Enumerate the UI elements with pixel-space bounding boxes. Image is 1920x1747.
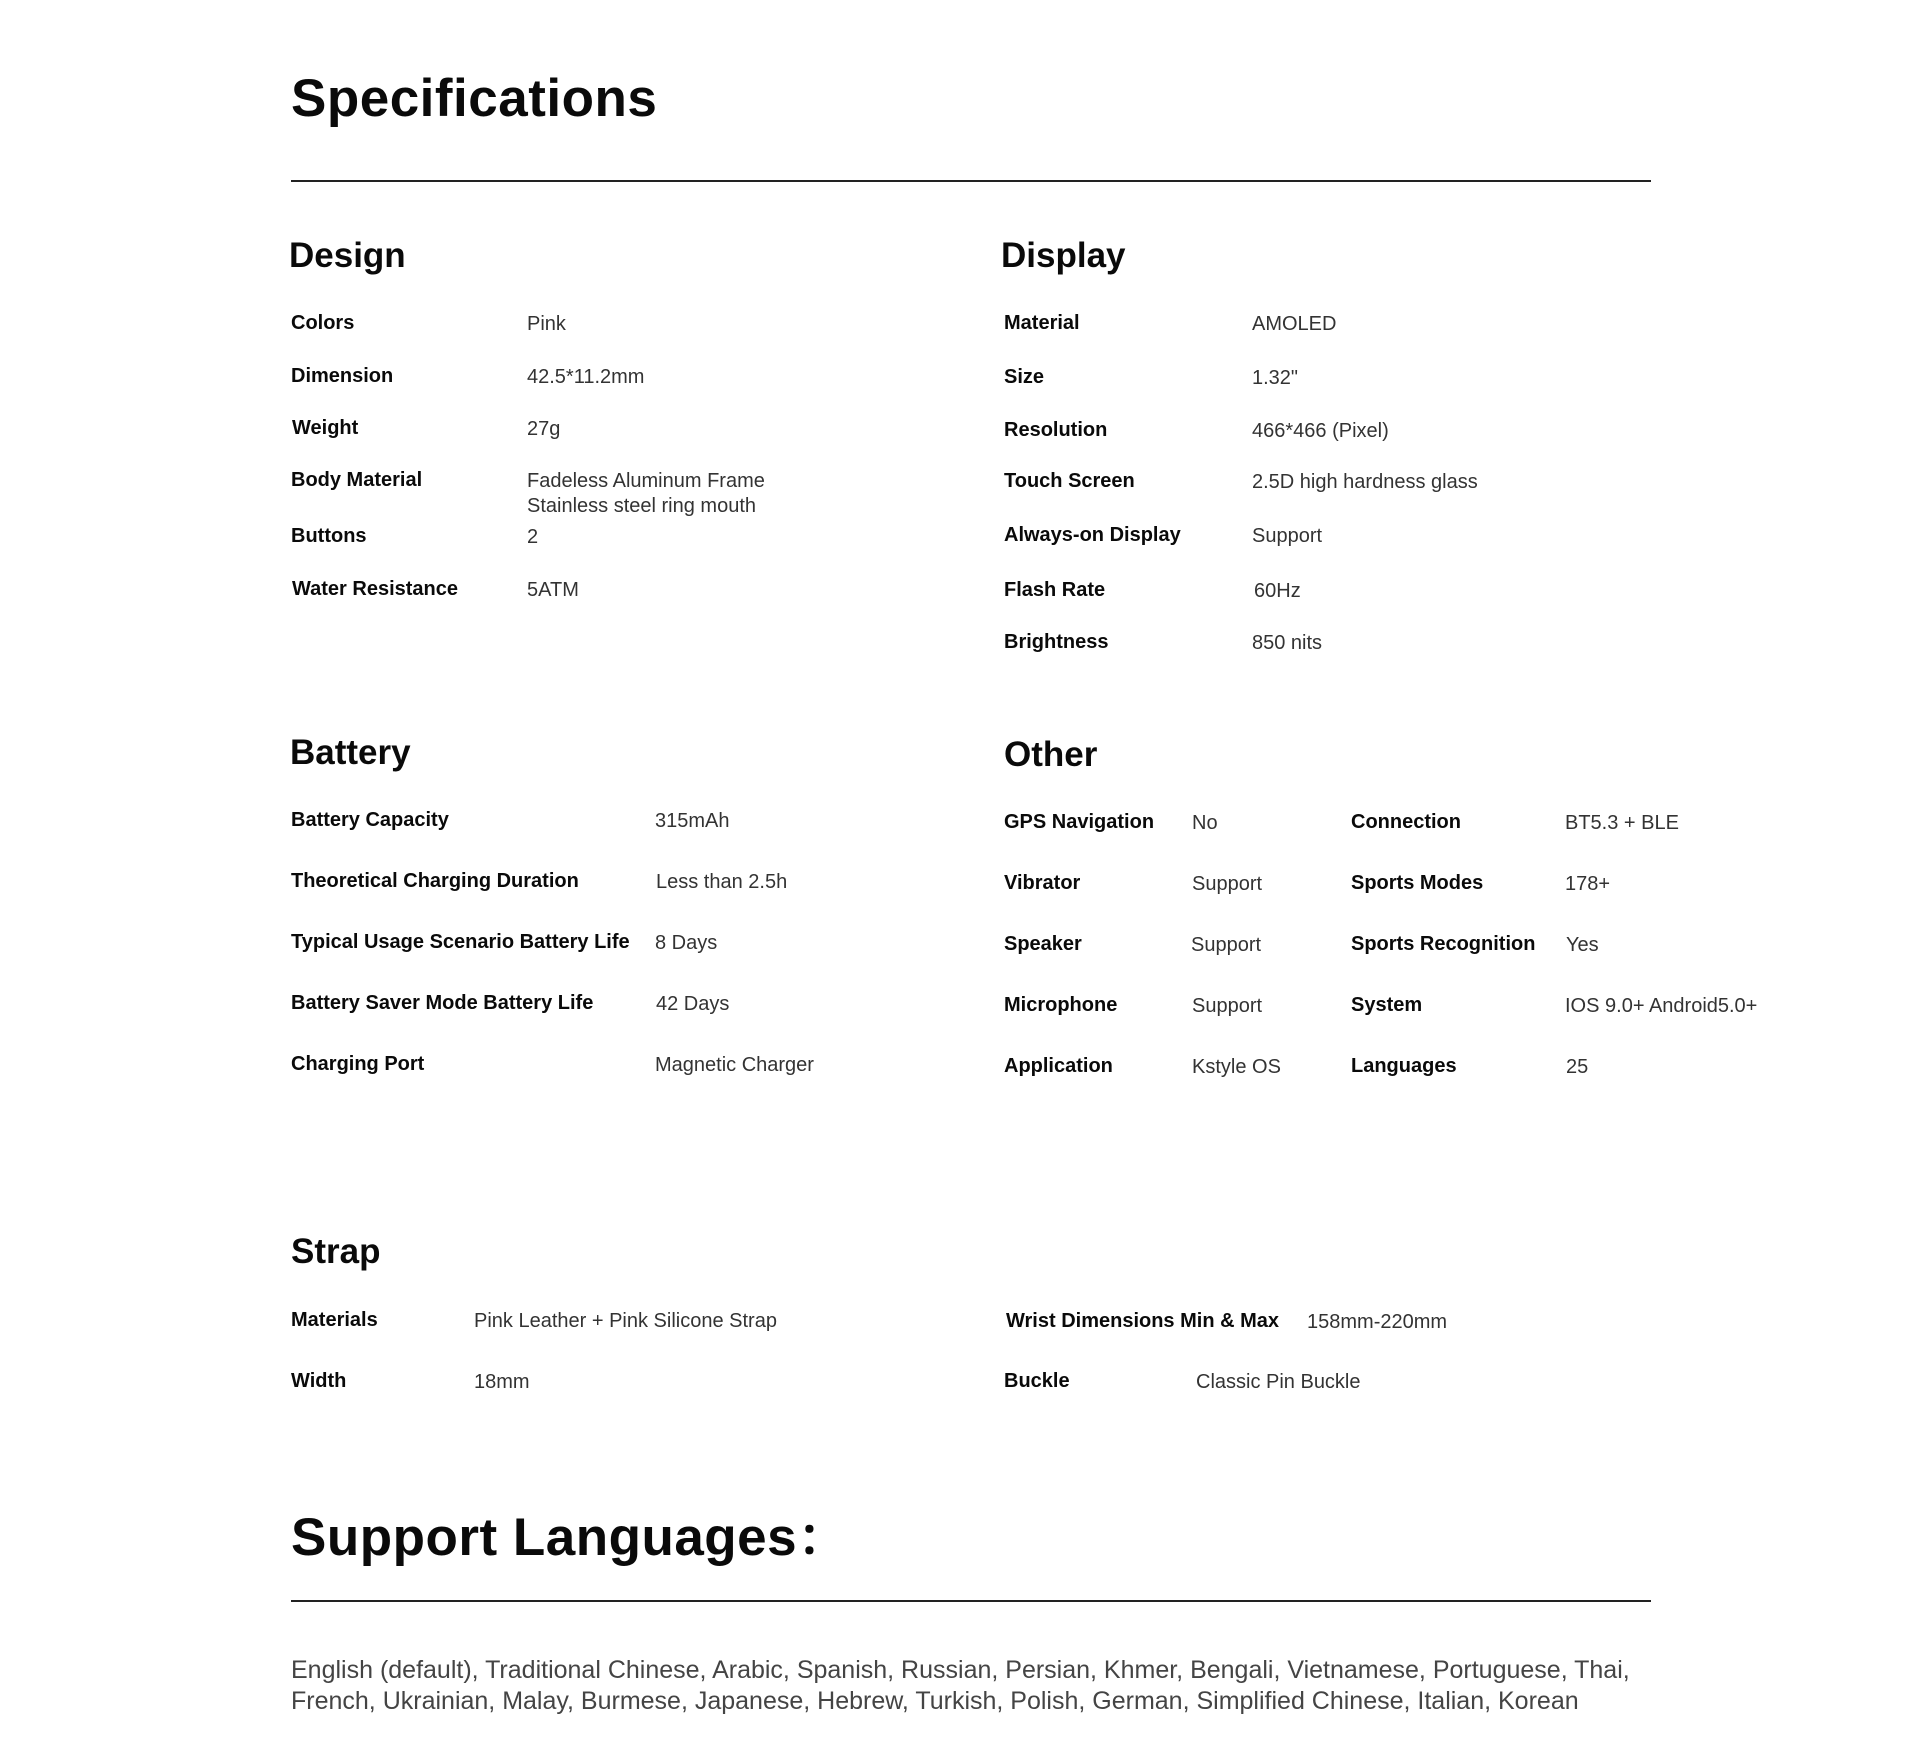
spec-label: Application <box>1004 1055 1113 1077</box>
section-title-design: Design <box>289 236 406 275</box>
spec-label: Flash Rate <box>1004 579 1106 601</box>
spec-label: Battery Saver Mode Battery Life <box>291 992 594 1014</box>
spec-label: Sports Modes <box>1351 872 1484 894</box>
divider <box>291 180 1651 182</box>
spec-value: Support <box>1192 995 1263 1017</box>
spec-value: 25 <box>1566 1056 1589 1078</box>
spec-label: Theoretical Charging Duration <box>291 870 579 892</box>
section-title-display: Display <box>1001 236 1126 275</box>
spec-label: Buckle <box>1004 1370 1070 1392</box>
spec-label: Materials <box>291 1309 378 1331</box>
spec-value: Support <box>1252 525 1323 547</box>
spec-value: 42.5*11.2mm <box>527 366 645 388</box>
spec-label: Brightness <box>1004 631 1109 653</box>
languages-list-line-2: French, Ukrainian, Malay, Burmese, Japanese, Hebrew, Turkish, Polish, German, Simplified Chinese, Italian, Korean <box>291 1687 1579 1715</box>
spec-label: GPS Navigation <box>1004 811 1155 833</box>
spec-value: 27g <box>527 418 561 440</box>
spec-label: Material <box>1004 312 1080 334</box>
spec-value: Pink Leather + Pink Silicone Strap <box>474 1310 777 1332</box>
spec-value: BT5.3 + BLE <box>1565 812 1679 834</box>
section-title-other: Other <box>1004 735 1098 774</box>
spec-label: Vibrator <box>1004 872 1081 894</box>
spec-label: Touch Screen <box>1004 470 1135 492</box>
spec-value: AMOLED <box>1252 313 1337 335</box>
spec-value: 178+ <box>1565 873 1611 895</box>
spec-value: 850 nits <box>1252 632 1323 654</box>
spec-value: Magnetic Charger <box>655 1054 814 1076</box>
spec-value: 466*466 (Pixel) <box>1252 420 1389 442</box>
spec-label: Body Material <box>291 469 423 491</box>
spec-label: Size <box>1004 366 1045 388</box>
support-languages-title: Support Languages： <box>291 1508 851 1567</box>
spec-value: 5ATM <box>527 579 579 601</box>
spec-label: Sports Recognition <box>1351 933 1536 955</box>
spec-label: Weight <box>292 417 359 439</box>
spec-value: 18mm <box>474 1371 530 1393</box>
spec-value: 158mm-220mm <box>1307 1311 1448 1333</box>
spec-value: Less than 2.5h <box>656 871 788 893</box>
languages-list-line-1: English (default), Traditional Chinese, Arabic, Spanish, Russian, Persian, Khmer, Bengali, Vietnamese, Portuguese, Thai, <box>291 1656 1630 1684</box>
spec-label: Resolution <box>1004 419 1108 441</box>
spec-label: Microphone <box>1004 994 1118 1016</box>
spec-label: Dimension <box>291 365 394 387</box>
spec-value: 1.32" <box>1252 367 1299 389</box>
spec-value: No <box>1192 812 1218 834</box>
spec-value: Classic Pin Buckle <box>1196 1371 1361 1393</box>
spec-value: Support <box>1192 873 1263 895</box>
spec-value: 42 Days <box>656 993 730 1015</box>
spec-value: Stainless steel ring mouth <box>527 495 757 517</box>
page-title: Specifications <box>291 69 658 128</box>
spec-label: Battery Capacity <box>291 809 449 831</box>
spec-value: Pink <box>527 313 566 335</box>
spec-value: Fadeless Aluminum Frame <box>527 470 765 492</box>
spec-label: Colors <box>291 312 355 334</box>
spec-label: Languages <box>1351 1055 1457 1077</box>
spec-label: Always-on Display <box>1004 524 1181 546</box>
spec-value: 60Hz <box>1254 580 1301 602</box>
spec-value: Kstyle OS <box>1192 1056 1281 1078</box>
spec-label: Connection <box>1351 811 1461 833</box>
spec-label: Speaker <box>1004 933 1082 955</box>
section-title-battery: Battery <box>290 733 411 772</box>
spec-value: Support <box>1191 934 1262 956</box>
spec-value: 8 Days <box>655 932 718 954</box>
spec-label: Buttons <box>291 525 367 547</box>
spec-value: 315mAh <box>655 810 730 832</box>
section-title-strap: Strap <box>291 1232 381 1271</box>
spec-label: Charging Port <box>291 1053 425 1075</box>
spec-value: IOS 9.0+ Android5.0+ <box>1565 995 1758 1017</box>
spec-label: System <box>1351 994 1423 1016</box>
spec-value: 2 <box>527 526 539 548</box>
spec-label: Width <box>291 1370 347 1392</box>
spec-label: Typical Usage Scenario Battery Life <box>291 931 630 953</box>
spec-label: Wrist Dimensions Min & Max <box>1006 1310 1280 1332</box>
spec-value: 2.5D high hardness glass <box>1252 471 1478 493</box>
spec-value: Yes <box>1566 934 1599 956</box>
divider <box>291 1600 1651 1602</box>
spec-label: Water Resistance <box>292 578 458 600</box>
